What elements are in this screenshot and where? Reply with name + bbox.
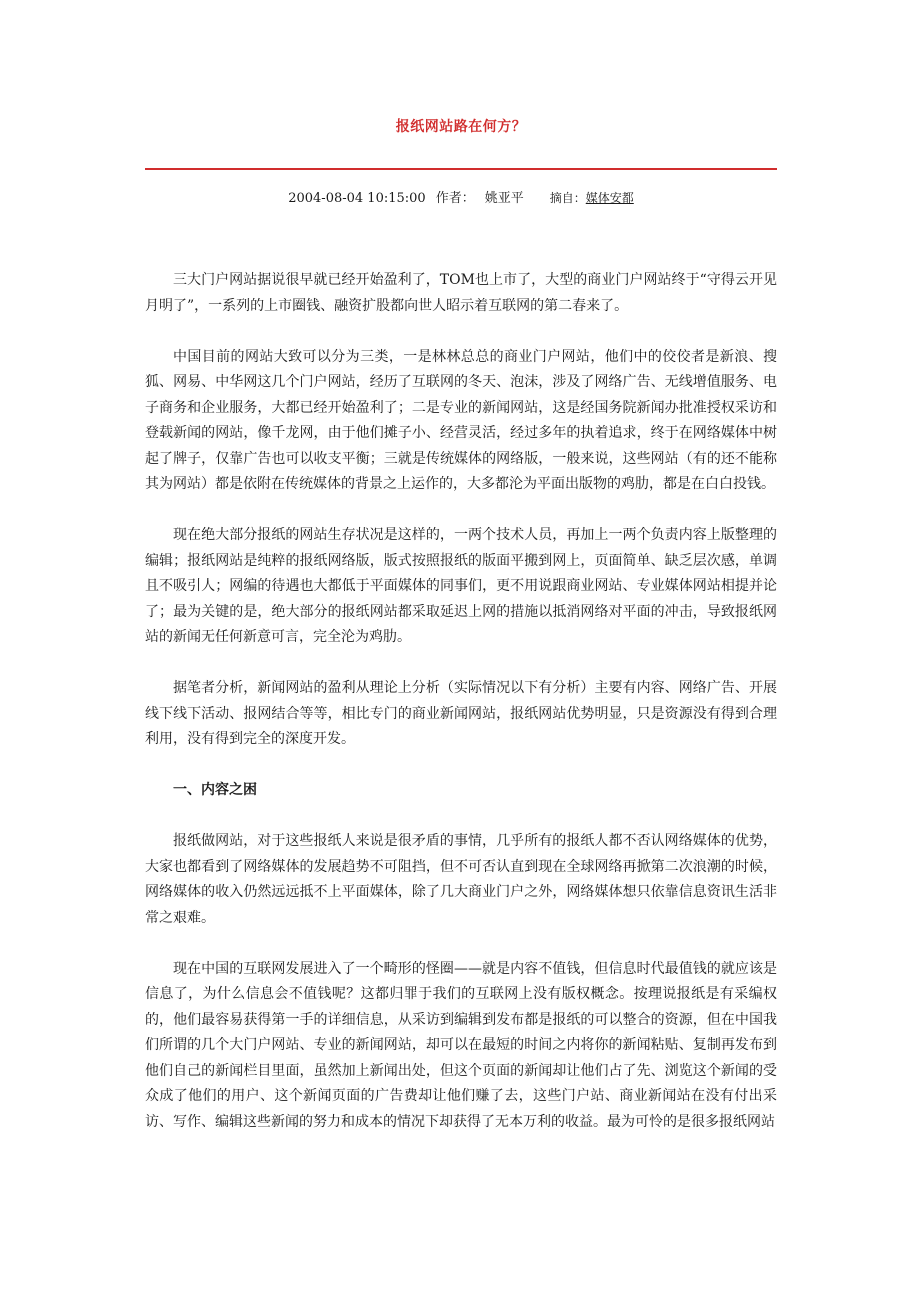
author-name: 姚亚平 xyxy=(484,191,524,206)
article-body xyxy=(145,268,777,1161)
publish-date: 2004-08-04 10:15:00 xyxy=(288,191,426,206)
paragraph-2: 中国目前的网站大致可以分为三类，一是林林总总的商业门户网站，他们中的佼佼者是新浪、搜狐、网易、中华网这几个门户网站，经历了互联网的冬天、泡沫，涉及了网络广告、无线增值服务、电子商务和企业服务，大都已经开始盈利了；二是专业的新闻网站，这是经国务院新闻办批准授权采访和登载新闻的网站，像千龙网，由于他们摊子小、经营灵活，经过多年的执着追求，终于在网络媒体中树起了牌子，仅靠广告也可以收支平衡；三就是传统媒体的网络版，一般来说，这些网站（有的还不能称其为网站）都是依附在传统媒体的背景之上运作的，大多都沦为平面出版物的鸡肋，都是在白白投钱。 xyxy=(145,348,777,492)
paragraph-3: 现在绝大部分报纸的网站生存状况是这样的，一两个技术人员，再加上一两个负责内容上版整理的编辑；报纸网站是纯粹的报纸网络版，版式按照报纸的版面平搬到网上，页面简单、缺乏层次感，单调且不吸引人；网编的待遇也大都低于平面媒体的同事们，更不用说跟商业网站、专业媒体网站相提并论了；最为关键的是，绝大部分的报纸网站都采取延迟上网的措施以抵消网络对平面的冲击，导致报纸网站的新闻无任何新意可言，完全沦为鸡肋。 xyxy=(145,527,777,645)
paragraph-6: 现在中国的互联网发展进入了一个畸形的怪圈——就是内容不值钱，但信息时代最值钱的就应该是信息了，为什么信息会不值钱呢？这都归罪于我们的互联网上没有版权概念。按理说报纸是有采编权的，他们最容易获得第一手的详细信息，从采访到编辑到发布都是报纸的可以整合的资源，但在中国我们所谓的几个大门户网站、专业的新闻网站，却可以在最短的时间之内将你的新闻粘贴、复制再发布到他们自己的新闻栏目里面，虽然加上新闻出处，但这个页面的新闻却让他们占了先、浏览这个新闻的受众成了他们的用户、这个新闻页面的广告费却让他们赚了去，这些门户站、商业新闻站在没有付出采访、写作、编辑这些新闻的努力和成本的情况下却获得了无本万利的收益。最为可怜的是很多报纸网站 xyxy=(145,960,777,1130)
source-label: 摘自： xyxy=(549,191,586,205)
article-title: 报纸网站路在何方？ xyxy=(395,119,527,135)
title-divider xyxy=(145,168,777,170)
paragraph-4: 据笔者分析，新闻网站的盈利从理论上分析（实际情况以下有分析）主要有内容、网络广告、开展线下线下活动、报网结合等等，相比专门的商业新闻网站，报纸网站优势明显，只是资源没有得到合理利用，没有得到完全的深度开发。 xyxy=(145,680,777,747)
paragraph-5: 报纸做网站，对于这些报纸人来说是很矛盾的事情，几乎所有的报纸人都不否认网络媒体的优势，大家也都看到了网络媒体的发展趋势不可阻挡，但不可否认直到现在全球网络再掀第二次浪潮的时候，网络媒体的收入仍然远远抵不上平面媒体，除了几大商业门户之外，网络媒体想只依靠信息资讯生活非常之艰难。 xyxy=(145,833,777,926)
paragraph-1: 三大门户网站据说很早就已经开始盈利了，TOM也上市了，大型的商业门户网站终于“守得云开见月明了”，一系列的上市圈钱、融资扩股都向世人昭示着互联网的第二春来了。 xyxy=(145,272,777,314)
author-label: 作者： xyxy=(435,191,475,206)
source-link[interactable]: 媒体安都 xyxy=(585,191,634,205)
section-heading-content: 一、内容之困 xyxy=(173,782,257,798)
article-meta xyxy=(145,187,777,206)
